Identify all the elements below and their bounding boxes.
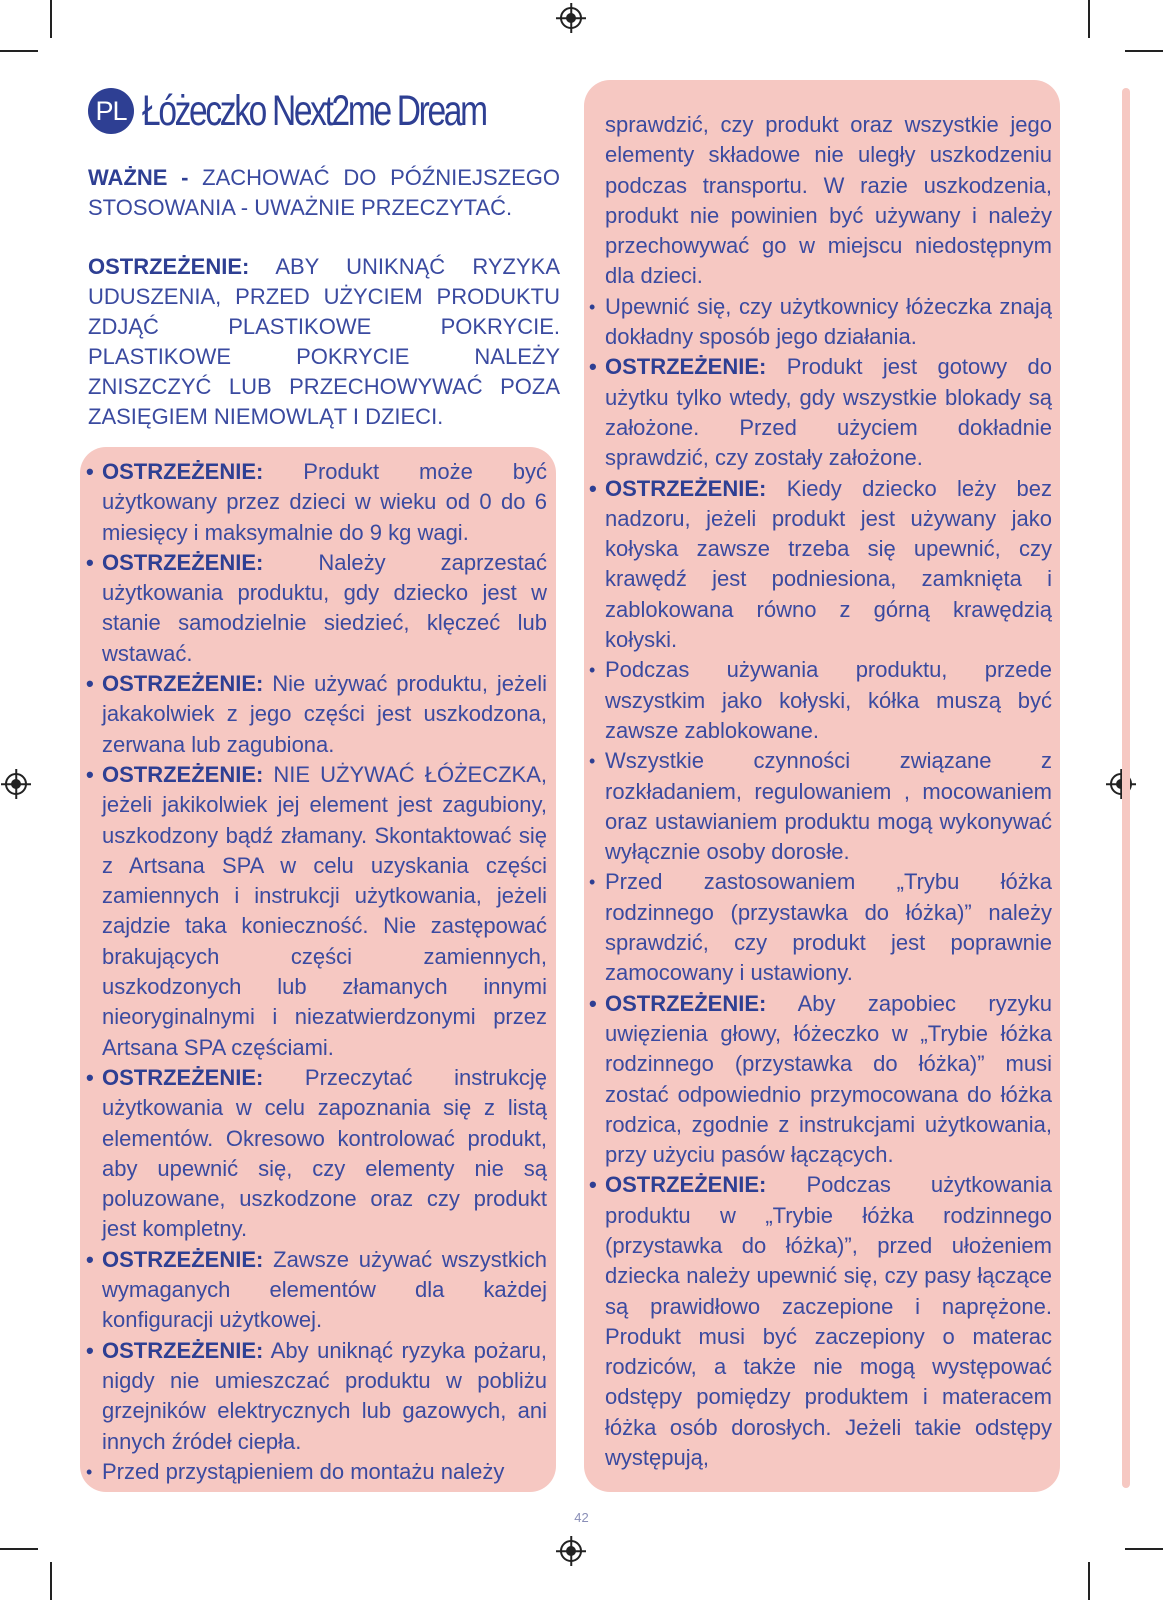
crop-mark [50,1562,52,1600]
bullet-icon: • [86,761,94,787]
page-title [88,86,583,136]
bullet-icon: • [589,751,596,772]
bullet-icon: • [86,1337,94,1363]
warning-label: OSTRZEŻENIE: [102,459,264,484]
warning-item [589,1170,1052,1473]
warning-text: Kiedy dziecko leży bez nadzoru, jeżeli produkt jest używany jako kołyska zawsze trzeba się upewnić, czy krawędź jest podniesiona, zamknięta i zablokowana równo z górną krawędzią kołyski. [605,475,1052,653]
warning-item [86,457,547,548]
warning-item [589,292,1052,353]
crop-mark [1125,1548,1163,1550]
warning-text: Nie używać produktu, jeżeli jakakolwiek z jego części jest uszkodzona, zerwana lub zagubiona. [102,671,547,757]
warning-text: NIE UŻYWAĆ ŁÓŻECZKA, jeżeli jakikolwiek jej element jest zagubiony, uszkodzony bądź złamany. Skontaktować się z Artsana SPA w celu uzyskania części zamiennych i instrukcji użytkowania, jeżeli zajdzie taka konieczność. Nie zastępować brakujących części zamiennych, uszkodzonych lub złamanych innymi nieoryginalnymi i niezatwierdzonymi przez Artsana SPA częściami. [102,761,547,1060]
warning-label: OSTRZEŻENIE: [102,1337,264,1363]
warning-text: Aby zapobiec ryzyku uwięzienia głowy, łóżeczko w „Trybie łóżka rodzinnego (przystawka do łóżka)” musi zostać odpowiednio przymocowana do łóżka rodzica, zgodnie z instrukcjami użytkowania, przy użyciu pasów łączących. [605,990,1052,1168]
warning-item [86,669,547,760]
warning-text: ABY UNIKNĄĆ RYZYKA UDUSZENIA, PRZED UŻYCIEM PRODUKTU ZDJĄĆ PLASTIKOWE POKRYCIE. PLASTIKOWE POKRYCIE NALEŻY ZNISZCZYĆ LUB PRZECHOWYWAĆ POZA ZASIĘGIEM NIEMOWLĄT I DZIECI. [88,254,560,429]
warning-item [86,760,547,1063]
left-warnings-list [86,457,547,1487]
adjacent-page-strip [1122,88,1130,1488]
crop-mark [1088,1562,1090,1600]
bullet-icon: • [86,1064,94,1090]
language-badge: PL [88,88,134,134]
crop-mark [0,1548,38,1550]
warning-text: Należy zaprzestać użytkowania produktu, gdy dziecko jest w stanie samodzielnie siedzieć, klęczeć lub wstawać. [102,549,547,666]
important-text: ZACHOWAĆ DO PÓŹNIEJSZEGO STOSOWANIA - UWAŻNIE PRZECZYTAĆ. [88,165,560,220]
warning-item [86,548,547,669]
bullet-icon: • [589,872,596,893]
warning-text: Przed przystąpieniem do montażu należy [102,1458,505,1484]
registration-mark-icon [560,1540,582,1562]
warning-item [589,352,1052,473]
crop-mark [50,0,52,38]
warning-label: OSTRZEŻENIE: [102,761,264,787]
warning-text: Podczas używania produktu, przede wszystkim jako kołyski, kółka muszą być zawsze zablokowane. [605,657,1052,743]
page-number: 42 [574,1510,589,1525]
bullet-icon: • [86,1461,93,1482]
warning-text: Zawsze używać wszystkich wymaganych elementów dla każdej konfiguracji użytkowej. [102,1246,547,1333]
bullet-icon: • [589,1172,597,1198]
warning-item [86,1063,547,1245]
warning-label: OSTRZEŻENIE: [605,475,767,501]
warning-notice [88,252,560,432]
warning-text: Podczas użytkowania produktu w „Trybie łóżka rodzinnego (przystawka do łóżka)”, przed ułożeniem dziecka należy upewnić się, czy pasy łączące są prawidłowo zaczepione i naprężone. Produkt musi być zaczepiony o materac rodziców, a także nie mogą występować odstępy pomiędzy produktem i materacem łóżka osób dorosłych. Jeżeli takie odstępy występują, [605,1172,1052,1471]
bullet-icon: • [589,354,597,380]
crop-mark [1088,0,1090,38]
crop-mark [1125,50,1163,52]
warning-item [589,867,1052,988]
warning-text: Produkt może być użytkowany przez dzieci w wieku od 0 do 6 miesięcy i maksymalnie do 9 kg wagi. [102,459,547,545]
bullet-icon: • [589,660,596,681]
warning-item [589,989,1052,1171]
warning-label: OSTRZEŻENIE: [102,1246,264,1272]
warning-text: Aby uniknąć ryzyka pożaru, nigdy nie umieszczać produktu w pobliżu grzejników elektrycznych lub gazowych, ani innych źródeł ciepła. [102,1337,547,1454]
warning-label: OSTRZEŻENIE: [88,254,250,279]
bullet-icon: • [86,459,94,484]
warning-label: OSTRZEŻENIE: [102,549,264,575]
bullet-icon: • [589,990,597,1016]
warning-label: OSTRZEŻENIE: [605,354,767,380]
warning-item [589,746,1052,867]
warning-item [86,1245,547,1336]
warning-item [589,655,1052,746]
warning-text: Przed zastosowaniem „Trybu łóżka rodzinnego (przystawka do łóżka)” należy sprawdzić, czy produkt jest poprawnie zamocowany i ustawiony. [605,869,1052,986]
warning-label: OSTRZEŻENIE: [102,1064,264,1090]
bullet-icon: • [86,671,94,697]
registration-mark-icon [5,773,27,795]
warning-label: OSTRZEŻENIE: [605,990,767,1016]
bullet-icon: • [589,296,596,317]
bullet-icon: • [86,549,94,575]
warning-item [589,474,1052,656]
warning-text: Upewnić się, czy użytkownicy łóżeczka znają dokładny sposób jego działania. [605,293,1052,350]
warning-label: OSTRZEŻENIE: [605,1172,767,1198]
important-label: WAŻNE - [88,165,189,190]
registration-mark-icon [560,7,582,29]
crop-mark [0,50,38,52]
important-notice [88,163,560,223]
bullet-icon: • [86,1246,94,1272]
title-text: Łóżeczko Next2me Dream [142,86,486,135]
warning-text: Przeczytać instrukcję użytkowania w celu zapoznania się z listą elementów. Okresowo kontrolować produkt, aby upewnić się, czy elementy nie są poluzowane, uszkodzone oraz czy produkt jest kompletny. [102,1064,547,1242]
continued-text: sprawdzić, czy produkt oraz wszystkie jego elementy składowe nie uległy uszkodzeniu podczas transportu. W razie uszkodzenia, produkt nie powinien być używany i należy przechowywać go w miejscu niedostępnym dla dzieci. [605,112,1052,289]
bullet-icon: • [589,475,597,501]
warning-item [86,1336,547,1457]
right-warnings-list [589,110,1052,1473]
warning-text: Produkt jest gotowy do użytku tylko wtedy, gdy wszystkie blokady są założone. Przed użyciem dokładnie sprawdzić, czy zostały założone. [605,354,1052,471]
warning-label: OSTRZEŻENIE: [102,671,264,697]
warning-text: Wszystkie czynności związane z rozkładaniem, regulowaniem , mocowaniem oraz ustawianiem produktu mogą wykonywać wyłącznie osoby dorosłe. [605,748,1052,865]
warning-item [86,1457,547,1487]
